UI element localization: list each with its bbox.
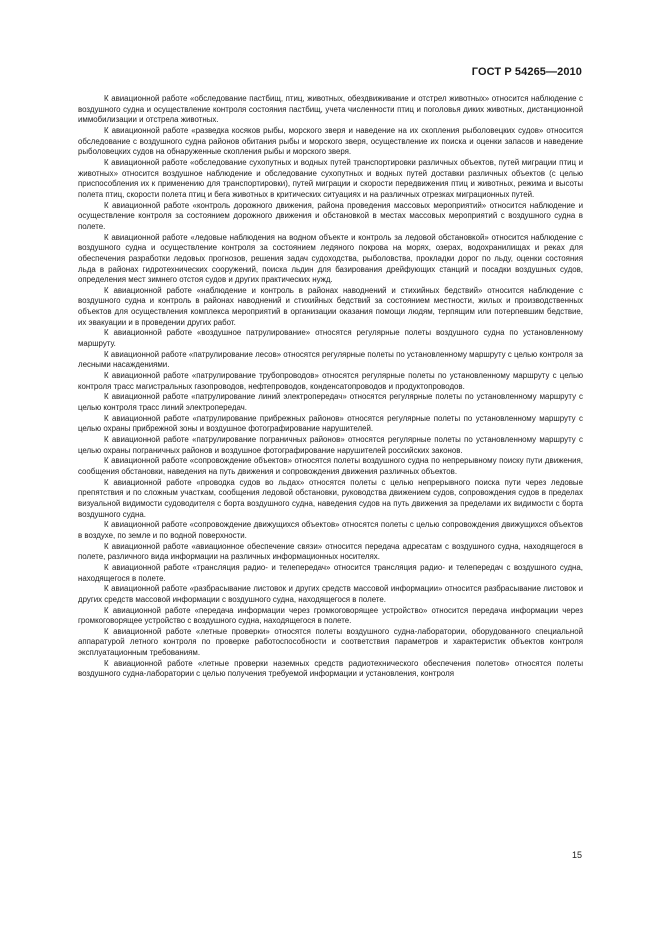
paragraph: К авиационной работе «контроль дорожного движения, района проведения массовых мероприятий» относится наблюдение и осуществление контроля за состоянием дорожного движения и обстановкой в местах массовых мероприятий с воздушного судна в полете. (78, 200, 583, 231)
document-code-header: ГОСТ Р 54265—2010 (471, 66, 582, 78)
paragraph: К авиационной работе «разведка косяков рыбы, морского зверя и наведение на их скопления рыболовецких судов» относится обследование с воздушного судна районов обитания рыбы и морского зверя, осуществление их поиска и оценки запасов и наведение рыболовецких судов на обнаруженные скопления рыбы и морского зверя. (78, 125, 583, 157)
paragraph: К авиационной работе «сопровождение объектов» относятся полеты воздушного судна по непрерывному поиску пути движения, сообщения обстановки, наведения на путь движения и сопровождения движения различных объектов. (78, 456, 583, 476)
paragraph: К авиационной работе «патрулирование лесов» относятся регулярные полеты по установленному маршруту с целью контроля за лесными насаждениями. (78, 349, 583, 370)
paragraph: К авиационной работе «обследование сухопутных и водных путей транспортировки различных объектов, путей миграции птиц и животных» относится воздушное наблюдение и обследование сухопутных и водных путей доставки различных объектов (с целью приспособления их к применению для транспортировки), путей миграции и скорости передвижения птиц и животных, режима и высоты полета птиц, скорости полета птиц и бега животных в критических ситуациях и на различных отрезках миграционных путей. (78, 157, 583, 199)
paragraph: К авиационной работе «летные проверки» относятся полеты воздушного судна-лаборатории, оборудованного специальной аппаратурой летного контроля по проверке работоспособности и соответствия параметров и характеристик объектов контроля эксплуатационным требованиям. (78, 626, 583, 658)
paragraph: К авиационной работе «летные проверки наземных средств радиотехнического обеспечения полетов» относятся полеты воздушного судна-лаборатории с целью получения требуемой информации и установления, контроля (78, 658, 583, 679)
paragraph: К авиационной работе «ледовые наблюдения на водном объекте и контроль за ледовой обстановкой» относится наблюдение с воздушного судна и осуществление контроля за состоянием ледяного покрова на морях, озерах, водохранилищах и реках для обеспечения разработки ледовых прогнозов, решения задач судоходства, рыболовства, прокладки дорог по льду, оценки состояния льда в районах гидротехнических сооружений, поиска льдин для базирования дрейфующих станций и посадки воздушных судов, определения мест зимнего отстоя судов и других практических нужд. (78, 232, 583, 285)
paragraph: К авиационной работе «обследование пастбищ, птиц, животных, обездвиживание и отстрел животных» относится наблюдение с воздушного судна и осуществление контроля состояния пастбищ, учета численности птиц и поголовья диких животных, дистанционной иммобилизации и отстрела животных. (78, 94, 583, 125)
paragraph: К авиационной работе «передача информации через громкоговорящее устройство» относится передача информации через громкоговорящее устройство с воздушного судна, находящегося в полете. (78, 605, 583, 626)
body-text (78, 94, 583, 680)
paragraph: К авиационной работе «авиационное обеспечение связи» относится передача адресатам с воздушного судна, находящегося в полете, различного вида информации на различных информационных носителях. (78, 541, 583, 562)
paragraph: К авиационной работе «сопровождение движущихся объектов» относятся полеты с целью сопровождения движущихся объектов в воздухе, по земле и по водной поверхности. (78, 520, 583, 540)
paragraph: К авиационной работе «разбрасывание листовок и других средств массовой информации» относится разбрасывание листовок и других средств массовой информации с воздушного судна, находящегося в полете. (78, 584, 583, 604)
page-number: 15 (571, 850, 582, 860)
paragraph: К авиационной работе «патрулирование трубопроводов» относятся регулярные полеты по установленному маршруту с целью контроля трасс магистральных газопроводов, нефтепроводов, конденсатопроводов и продуктопроводов. (78, 371, 583, 391)
paragraph: К авиационной работе «патрулирование пограничных районов» относятся регулярные полеты по установленному маршруту с целью охраны пограничных районов и воздушное фотографирование нарушителей российских законов. (78, 435, 583, 455)
paragraph: К авиационной работе «проводка судов во льдах» относятся полеты с целью непрерывного поиска пути через ледовые препятствия и по сложным участкам, сообщения ледовой обстановки, руководства движением судов, сопровождения судов в пределах визуальной видимости судоводителя с борта воздушного судна, наведения судов на путь движения за пределами их видимости с борта воздушного судна. (78, 477, 583, 519)
paragraph: К авиационной работе «наблюдение и контроль в районах наводнений и стихийных бедствий» относится наблюдение с воздушного судна и контроль в районах наводнений и стихийных бедствий за состоянием местности, жилых и производственных объектов для осуществления комплекса мероприятий в организации оказания помощи людям, терпящим или потерпевшим бедствие, их эвакуации и в проведении других работ. (78, 285, 583, 327)
paragraph: К авиационной работе «воздушное патрулирование» относятся регулярные полеты воздушного судна по установленному маршруту. (78, 328, 583, 349)
paragraph: К авиационной работе «патрулирование прибрежных районов» относятся регулярные полеты по установленному маршруту с целью охраны прибрежной зоны и воздушное фотографирование нарушителей. (78, 413, 583, 434)
paragraph: К авиационной работе «патрулирование линий электропередач» относятся регулярные полеты по установленному маршруту с целью контроля трасс линий электропередач. (78, 392, 583, 413)
paragraph: К авиационной работе «трансляция радио- и телепередач» относится трансляция радио- и телепередач с воздушного судна, находящегося в полете. (78, 562, 583, 583)
